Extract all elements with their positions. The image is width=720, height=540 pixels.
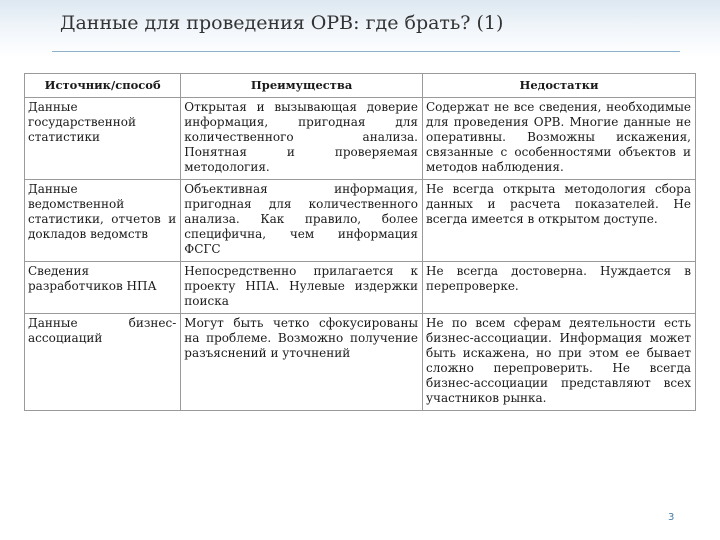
slide-title: Данные для проведения ОРВ: где брать? (1) [60,12,504,34]
header-source: Источник/способ [25,74,181,98]
comparison-table [24,73,696,411]
advantages-cell: Могут быть четко сфокусированы на проблеме. Возможно получение разъяснений и уточнений [181,314,423,411]
source-cell: Данные государственной статистики [25,98,181,180]
disadvantages-cell: Не по всем сферам деятельности есть бизнес-ассоциации. Информация может быть искажена, но при этом ее бывает сложно перепроверить. Не всегда бизнес-ассоциации представляют всех участников рынка. [423,314,696,411]
table-row [25,98,696,180]
page-number: 3 [668,512,675,523]
advantages-cell: Непосредственно прилагается к проекту НПА. Нулевые издержки поиска [181,262,423,314]
source-cell: Данные ведомственной статистики, отчетов и докладов ведомств [25,180,181,262]
header-advantages: Преимущества [181,74,423,98]
header-disadvantages: Недостатки [423,74,696,98]
title-divider [52,51,680,52]
disadvantages-cell: Не всегда достоверна. Нуждается в перепроверке. [423,262,696,314]
source-cell: Данные бизнес-ассоциаций [25,314,181,411]
disadvantages-cell: Не всегда открыта методология сбора данных и расчета показателей. Не всегда имеется в открытом доступе. [423,180,696,262]
source-cell: Сведения разработчиков НПА [25,262,181,314]
advantages-cell: Открытая и вызывающая доверие информация, пригодная для количественного анализа. Понятная и проверяемая методология. [181,98,423,180]
table-row [25,180,696,262]
table-row [25,262,696,314]
disadvantages-cell: Содержат не все сведения, необходимые для проведения ОРВ. Многие данные не оперативны. Возможны искажения, связанные с особенностями объектов и методов наблюдения. [423,98,696,180]
advantages-cell: Объективная информация, пригодная для количественного анализа. Как правило, более специфична, чем информация ФСГС [181,180,423,262]
table-header-row [25,74,696,98]
table-row [25,314,696,411]
